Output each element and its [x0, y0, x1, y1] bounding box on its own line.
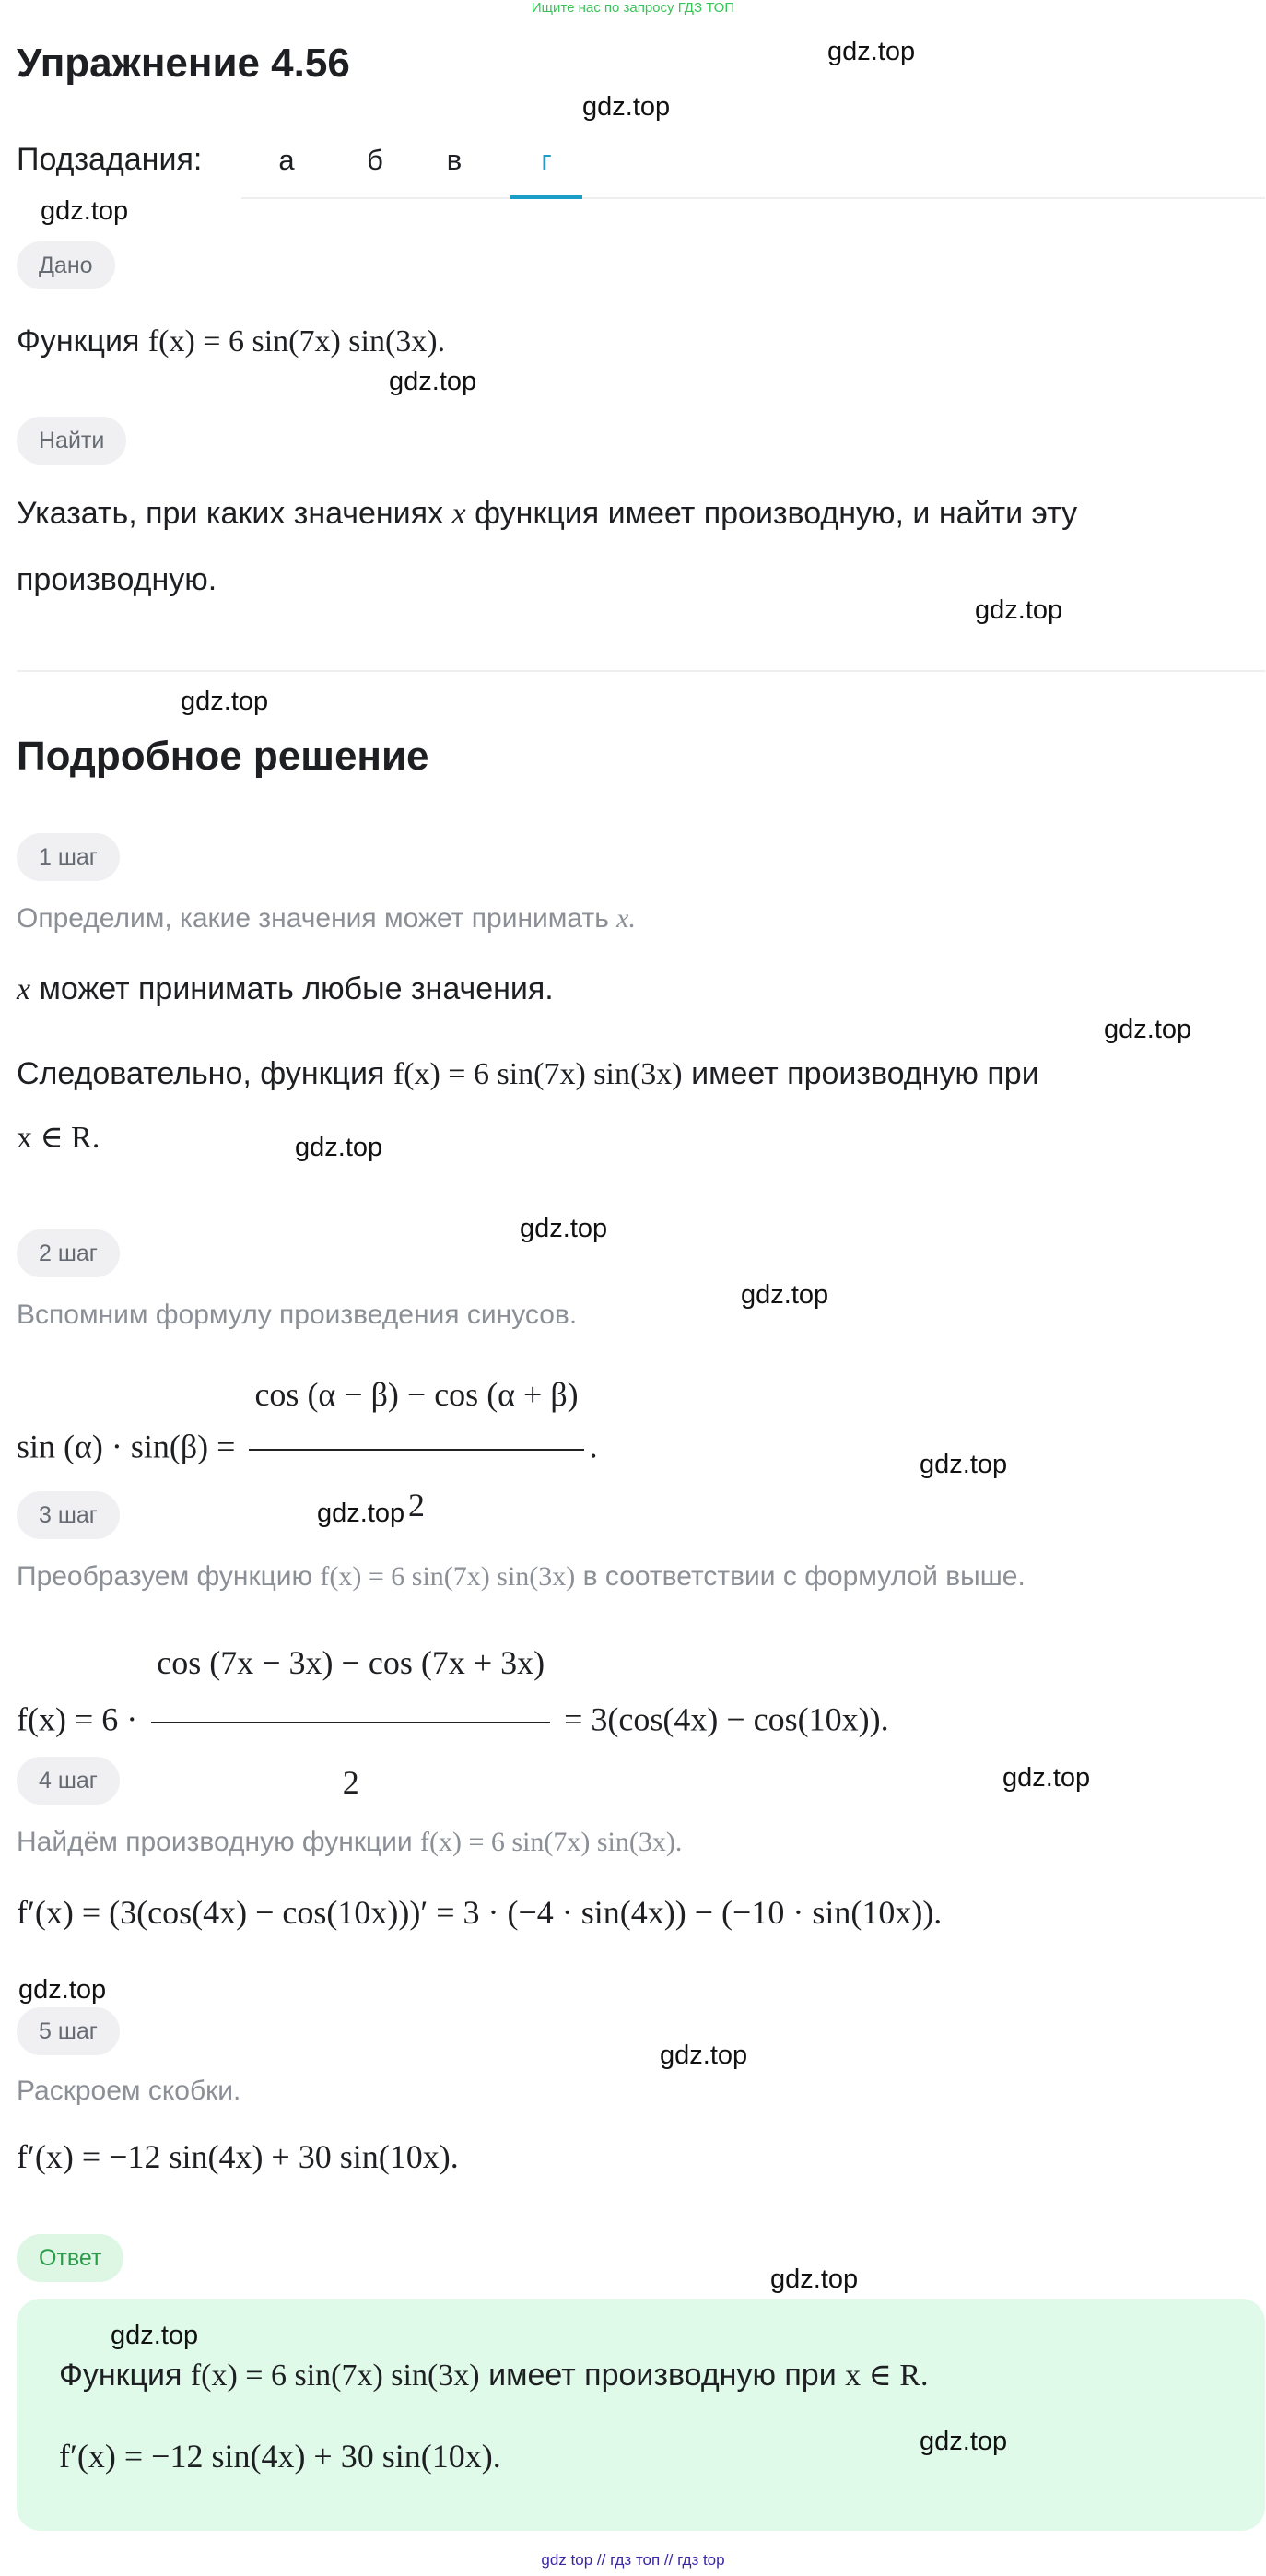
watermark: gdz.top — [582, 92, 671, 122]
watermark: gdz.top — [827, 37, 916, 66]
find-line-2: производную. — [17, 562, 217, 597]
find-line-1 — [17, 481, 1077, 547]
answer-line-2: f′(x) = −12 sin(4x) + 30 sin(10x). — [59, 2438, 501, 2475]
watermark: gdz.top — [975, 595, 1063, 625]
find-text-before: Указать, при каких значениях — [17, 496, 444, 531]
watermark: gdz.top — [920, 2427, 1008, 2456]
watermark: gdz.top — [18, 1975, 107, 2005]
watermark: gdz.top — [389, 367, 477, 396]
watermark: gdz.top — [770, 2264, 859, 2294]
step-4-formula: f′(x) = (3(cos(4x) − cos(10x)))′ = 3 · (−4 · sin(4x)) − (−10 · sin(10x)). — [17, 1894, 943, 1931]
watermark: gdz.top — [741, 1280, 829, 1310]
watermark: gdz.top — [317, 1499, 405, 1528]
watermark: gdz.top — [1002, 1763, 1091, 1793]
answer-badge: Ответ — [17, 2234, 123, 2282]
step-2-formula: sin (α) · sin(β) = $\frac{\cos (\alpha - \beta) - \cos (\alpha + \beta)}{2}$ . — [17, 1344, 598, 1556]
watermark: gdz.top — [660, 2041, 748, 2070]
step-3-hint: Преобразуем функцию f(x) = 6 sin(7x) sin(3x) в соответствии с формулой выше. — [17, 1561, 1026, 1592]
watermark: gdz.top — [181, 687, 269, 716]
step-1-badge: 1 шаг — [17, 833, 120, 881]
top-ad-link[interactable]: Ищите нас по запросу ГДЗ ТОП — [531, 0, 735, 16]
subtasks-label: Подзадания: — [17, 142, 203, 177]
watermark: gdz.top — [920, 1450, 1008, 1479]
find-badge: Найти — [17, 417, 126, 465]
step-1-line-2: Следовательно, функция f(x) = 6 sin(7x) sin(3x) имеет производную при — [17, 1056, 1039, 1091]
given-prefix: Функция — [17, 323, 140, 359]
step-4-badge: 4 шаг — [17, 1757, 120, 1805]
footer-links[interactable]: gdz top // гдз топ // гдз top — [541, 2551, 725, 2569]
watermark: gdz.top — [520, 1214, 608, 1243]
tab-v[interactable]: в — [446, 144, 463, 176]
answer-box — [17, 2299, 1265, 2531]
watermark: gdz.top — [111, 2321, 199, 2350]
step-5-badge: 5 шаг — [17, 2007, 120, 2055]
step-4-hint: Найдём производную функции f(x) = 6 sin(7x) sin(3x). — [17, 1827, 683, 1857]
tab-b[interactable]: б — [367, 144, 383, 176]
step-3-formula: f(x) = 6 · $\frac{\cos (7x - 3x) - \cos (7x + 3x)}{2}$ = 3(cos(4x) − cos(10x)). — [17, 1607, 889, 1838]
tab-g[interactable]: г — [510, 136, 582, 199]
step-1-hint: Определим, какие значения может принимать x. — [17, 903, 636, 934]
step-1-line-1: x может принимать любые значения. — [17, 971, 554, 1006]
step-5-formula: f′(x) = −12 sin(4x) + 30 sin(10x). — [17, 2138, 459, 2175]
solution-title: Подробное решение — [17, 734, 429, 779]
given-badge: Дано — [17, 241, 115, 289]
answer-line-1: Функция f(x) = 6 sin(7x) sin(3x) имеет производную при x ∈ R. — [59, 2358, 929, 2393]
given-statement — [17, 309, 445, 374]
tab-a[interactable]: а — [278, 144, 295, 176]
find-variable: x — [451, 497, 466, 531]
watermark: gdz.top — [1104, 1015, 1192, 1044]
find-text-after: функция имеет производную, и найти эту — [475, 496, 1078, 531]
divider — [17, 670, 1265, 672]
step-3-badge: 3 шаг — [17, 1491, 120, 1539]
step-5-hint: Раскроем скобки. — [17, 2076, 241, 2106]
watermark: gdz.top — [295, 1133, 383, 1162]
step-2-badge: 2 шаг — [17, 1229, 120, 1277]
page-title: Упражнение 4.56 — [17, 41, 350, 86]
subtask-tabs — [241, 136, 1265, 199]
watermark: gdz.top — [41, 196, 129, 226]
step-2-hint: Вспомним формулу произведения синусов. — [17, 1300, 578, 1330]
step-1-line-3: x ∈ R. — [17, 1121, 100, 1155]
given-formula: f(x) = 6 sin(7x) sin(3x). — [147, 324, 446, 359]
